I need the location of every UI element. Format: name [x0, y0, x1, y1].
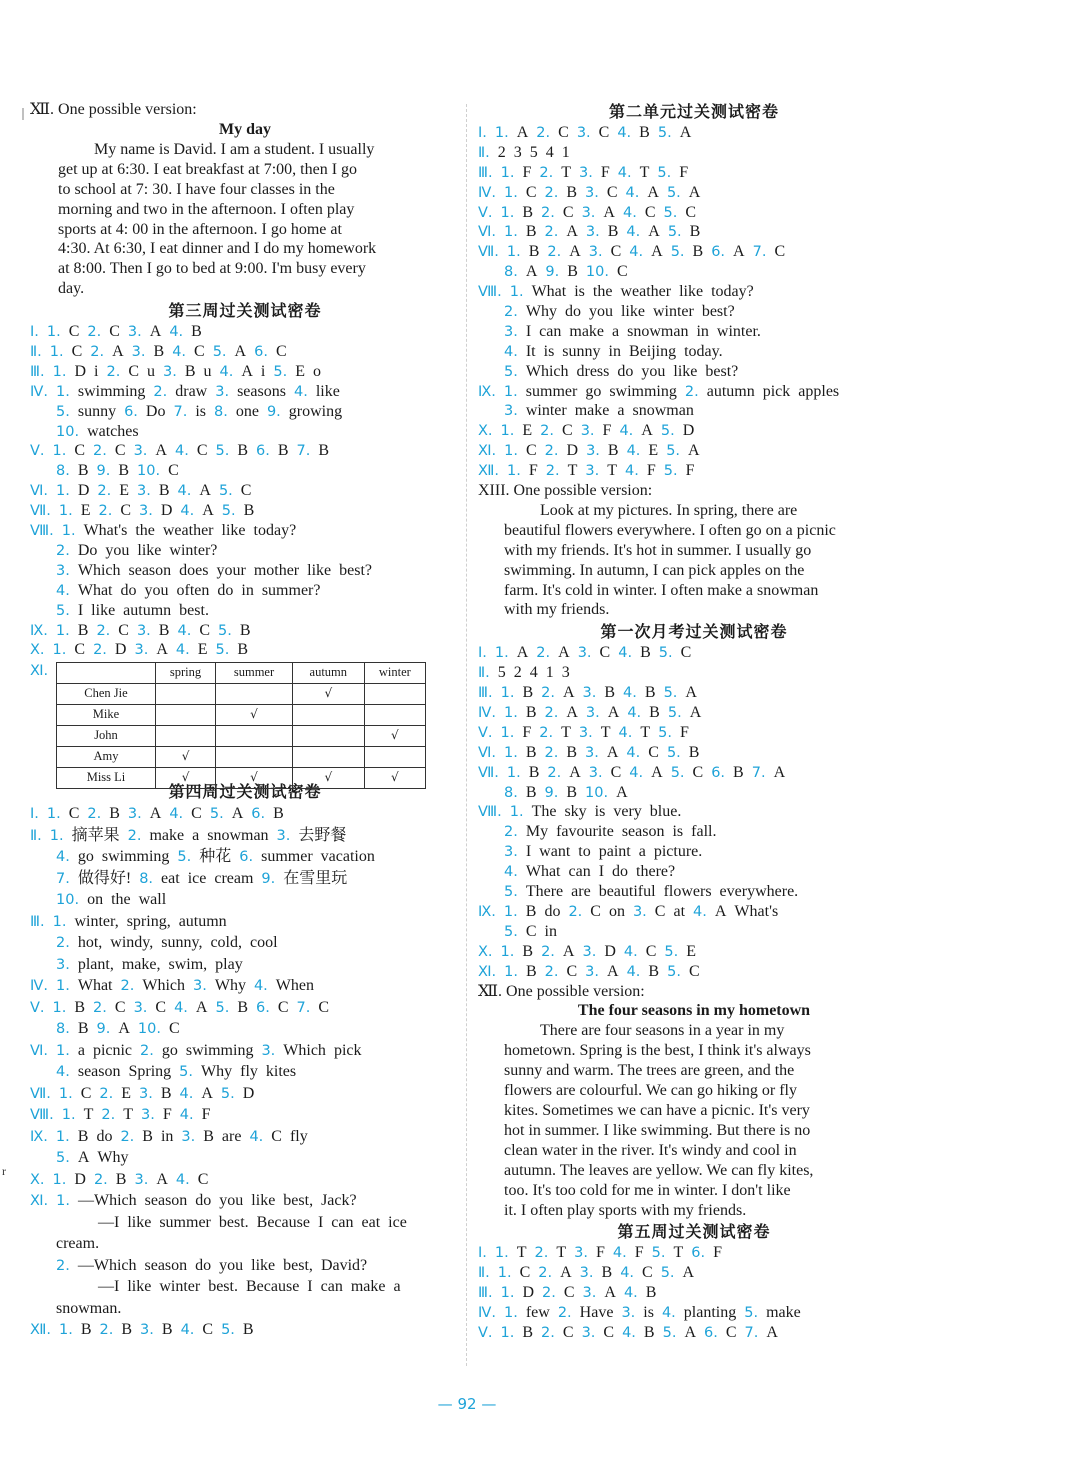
answer-line: [30, 932, 460, 954]
essay-line: swimming. In autumn, I can pick apples on the: [504, 561, 805, 579]
answer-line: [478, 643, 910, 663]
table-cell: [156, 726, 216, 747]
answer-text: Ⅰ. 1. C 2. B 3. A 4. C 5. A 6. B: [30, 805, 284, 823]
answer-line: [30, 382, 460, 402]
essay-line: it. I often play sports with my friends.: [504, 1201, 747, 1219]
essay-line: Look at my pictures. In spring, there are: [540, 501, 798, 519]
answer-text: Ⅷ. 1. The sky is very blue.: [478, 803, 682, 821]
answer-line: [478, 683, 910, 703]
table-header: [57, 663, 156, 684]
answer-text: Ⅶ. 1. C 2. E 3. B 4. A 5. D: [30, 1084, 255, 1102]
essay-line: clean water in the river. It's windy and cool in: [504, 1141, 797, 1159]
answer-text: Ⅶ. 1. E 2. C 3. D 4. A 5. B: [30, 502, 255, 520]
answer-line: [30, 481, 460, 501]
answer-text: Ⅲ. 1. D i 2. C u 3. B u 4. A i 5. E o: [30, 362, 321, 380]
answer-text: Ⅳ. 1. few 2. Have 3. is 4. planting 5. make: [478, 1304, 801, 1322]
answer-text: Ⅻ. 1. F 2. T 3. T 4. F 5. F: [478, 462, 695, 480]
answer-line: [478, 262, 910, 282]
answer-line: [30, 889, 460, 911]
answer-line: [30, 441, 460, 461]
answer-text: snowman.: [56, 1299, 122, 1317]
answer-text: —I like summer best. Because I can eat ice: [98, 1213, 407, 1231]
answer-text: Ⅹ. 1. B 2. A 3. D 4. C 5. E: [478, 942, 697, 960]
section-heading-month1: 第一次月考过关测试密卷: [600, 622, 788, 642]
essay-label: XIII. One possible version:: [478, 482, 653, 500]
answer-text: Ⅹ. 1. D 2. B 3. A 4. C: [30, 1170, 209, 1188]
answer-text: Ⅶ. 1. B 2. A 3. C 4. A 5. C 6. B 7. A: [478, 763, 786, 781]
answer-text: Ⅱ. 1. C 2. A 3. B 4. C 5. A 6. C: [30, 343, 287, 361]
answer-line: [30, 1018, 460, 1040]
answer-text: Ⅱ. 1. C 2. A 3. B 4. C 5. A: [478, 1264, 695, 1282]
table-cell: √: [156, 767, 216, 788]
answer-text: Ⅰ. 1. A 2. A 3. C 4. B 5. C: [478, 644, 692, 662]
answer-line: [30, 342, 460, 362]
essay-body: [478, 1021, 909, 1220]
answer-text: Ⅰ. 1. C 2. C 3. A 4. B: [30, 323, 202, 341]
answer-text: Ⅲ. 1. winter, spring, autumn: [30, 912, 227, 930]
page-number-value: 92: [457, 1395, 477, 1413]
table-cell: Miss Li: [57, 767, 156, 788]
table-row: [57, 705, 426, 726]
table-row: [57, 726, 426, 747]
table-cell: [292, 746, 364, 767]
answer-line: [30, 1169, 460, 1191]
answer-line: [30, 1104, 460, 1126]
answer-text: Ⅱ. 1. 摘苹果 2. make a snowman 3. 去野餐: [30, 826, 347, 844]
margin-mark: [22, 108, 24, 120]
answer-line: [478, 123, 910, 143]
table-cell: [216, 684, 293, 705]
answer-text: 4. What do you often do in summer?: [56, 581, 321, 599]
essay-line: sports at 4: 00 in the afternoon. I go home at: [58, 220, 342, 238]
answer-text: Ⅹ. 1. C 2. D 3. A 4. E 5. B: [30, 641, 249, 659]
answer-text: —I like winter best. Because I can make a: [98, 1278, 401, 1296]
answer-line: [30, 461, 460, 481]
answer-text: Ⅶ. 1. B 2. A 3. C 4. A 5. B 6. A 7. C: [478, 243, 786, 261]
essay-line: day.: [58, 280, 85, 298]
answer-text: Ⅺ. 1. C 2. D 3. B 4. E 5. A: [478, 442, 700, 460]
answer-line: [478, 783, 910, 803]
essay-line: autumn. The leaves are yellow. We can fly kites,: [504, 1161, 814, 1179]
answer-text: 3. I can make a snowman in winter.: [504, 322, 761, 340]
answer-line: [30, 322, 460, 342]
answer-line: [478, 203, 910, 223]
table-cell: [292, 705, 364, 726]
answer-line: [478, 143, 910, 163]
answer-line: [30, 911, 460, 933]
essay-line: 4:30. At 6:30, I eat dinner and I do my homework: [58, 240, 377, 258]
answer-text: Ⅴ. 1. F 2. T 3. T 4. T 5. F: [478, 723, 689, 741]
table-cell: √: [156, 746, 216, 767]
essay-body: [30, 140, 460, 299]
answer-text: 3. plant, make, swim, play: [56, 955, 243, 973]
answer-text: Ⅸ. 1. B do 2. B in 3. B are 4. C fly: [30, 1127, 308, 1145]
answer-text: 8. B 9. B 10. C: [56, 462, 179, 480]
answer-line: [30, 521, 460, 541]
answer-text: Ⅳ. 1. swimming 2. draw 3. seasons 4. like: [30, 382, 340, 400]
answer-text: Ⅳ. 1. C 2. B 3. C 4. A 5. A: [478, 183, 701, 201]
essay-body: [478, 501, 909, 620]
column-divider: [466, 104, 467, 1366]
answer-line: [30, 825, 460, 847]
answer-line: [478, 802, 910, 822]
answer-line: [30, 1040, 460, 1062]
answer-text: 8. B 9. A 10. C: [56, 1020, 180, 1038]
answer-line: [30, 362, 460, 382]
answer-line: [478, 1263, 910, 1283]
table-header: winter: [364, 663, 425, 684]
essay-title: My day: [219, 120, 271, 138]
table-cell: Chen Jie: [57, 684, 156, 705]
answer-text: Ⅷ. 1. What is the weather like today?: [478, 283, 754, 301]
answer-line: [478, 1283, 910, 1303]
answer-line: [30, 1190, 460, 1212]
answer-text: 4. go swimming 5. 种花 6. summer vacation: [56, 848, 375, 866]
answer-text: Ⅺ. 1. —Which season do you like best, Jack?: [30, 1192, 357, 1210]
answer-line: [478, 441, 910, 461]
answer-text: cream.: [56, 1235, 100, 1253]
essay-line: There are four seasons in a year in my: [540, 1022, 785, 1040]
answer-text: 3. Which season does your mother like best?: [56, 561, 373, 579]
answer-line: [30, 640, 460, 660]
answer-line: [478, 862, 910, 882]
essay-line: My name is David. I am a student. I usually: [94, 140, 375, 158]
answer-text: Ⅹ. 1. E 2. C 3. F 4. A 5. D: [478, 422, 695, 440]
essay-line: hot in summer. I like swimming. But there is no: [504, 1121, 811, 1139]
answer-line: [30, 954, 460, 976]
answer-text: Ⅲ. 1. F 2. T 3. F 4. T 5. F: [478, 163, 689, 181]
table-cell: [364, 705, 425, 726]
answer-text: 4. What can I do there?: [504, 863, 676, 881]
answer-line: [478, 962, 910, 982]
answer-text: Ⅵ. 1. a picnic 2. go swimming 3. Which pick: [30, 1041, 362, 1059]
answer-line: [478, 242, 910, 262]
answer-line: [478, 942, 910, 962]
edge-mark: r: [2, 1164, 6, 1178]
month1-answers: [478, 643, 910, 981]
table-cell: [364, 746, 425, 767]
answer-line: [478, 282, 910, 302]
answer-line: [478, 1243, 910, 1263]
table-cell: John: [57, 726, 156, 747]
answer-text: 3. winter make a snowman: [504, 402, 694, 420]
table-cell: √: [292, 684, 364, 705]
answer-text: 8. B 9. B 10. A: [504, 783, 628, 801]
essay-line: hometown. Spring is the best, I think it's always: [504, 1042, 811, 1060]
answer-text: 2. Why do you like winter best?: [504, 303, 735, 321]
answer-text: Ⅴ. 1. C 2. C 3. A 4. C 5. B 6. B 7. B: [30, 442, 330, 460]
table-row: [57, 767, 426, 788]
answer-line: [478, 922, 910, 942]
answer-text: 4. It is sunny in Beijing today.: [504, 342, 723, 360]
section-heading-week4: 第四周过关测试密卷: [168, 782, 322, 802]
answer-text: Ⅰ. 1. A 2. C 3. C 4. B 5. A: [478, 124, 692, 141]
season-table: [56, 662, 426, 788]
essay-line: at 8:00. Then I go to bed at 9:00. I'm busy every: [58, 260, 366, 278]
table-cell: √: [216, 705, 293, 726]
table-cell: √: [364, 726, 425, 747]
table-header: autumn: [292, 663, 364, 684]
answer-text: Ⅷ. 1. What's the weather like today?: [30, 522, 297, 540]
table-header: summer: [216, 663, 293, 684]
answer-line: [478, 183, 910, 203]
table-cell: [292, 726, 364, 747]
essay-label: Ⅻ. One possible version:: [478, 982, 645, 1000]
left-column: [30, 100, 460, 1341]
table-cell: [156, 684, 216, 705]
essay-line: beautiful flowers everywhere. I often go on a picnic: [504, 521, 836, 539]
answer-line: [478, 382, 910, 402]
answer-text: 10. on the wall: [56, 891, 167, 909]
answer-line: [478, 703, 910, 723]
essay-line: too. It's too cold for me in winter. I don't like: [504, 1181, 791, 1199]
essay-line: with my friends. It's hot in summer. I usually go: [504, 541, 812, 559]
answer-line: [478, 401, 910, 421]
essay-line: morning and two in the afternoon. I often play: [58, 200, 355, 218]
answer-line: [30, 1083, 460, 1105]
answer-line: [30, 1126, 460, 1148]
answer-text: Ⅱ. 5 2 4 1 3: [478, 664, 570, 682]
answer-line: [30, 601, 460, 621]
answer-line: [478, 1323, 910, 1343]
answer-line: [30, 975, 460, 997]
right-column: [478, 100, 910, 1343]
answer-text: Ⅸ. 1. B do 2. C on 3. C at 4. A What's: [478, 902, 779, 920]
answer-text: 5. A Why: [56, 1149, 129, 1167]
answer-text: Ⅸ. 1. B 2. C 3. B 4. C 5. B: [30, 621, 251, 639]
week3-answers: [30, 322, 460, 660]
answer-line: [478, 222, 910, 242]
answer-text: 7. 做得好! 8. eat ice cream 9. 在雪里玩: [56, 869, 348, 887]
answer-line: [30, 561, 460, 581]
answer-line: [478, 461, 910, 481]
answer-line: [478, 723, 910, 743]
answer-line: [30, 997, 460, 1019]
answer-line: [478, 362, 910, 382]
answer-line: [30, 1319, 460, 1341]
table-cell: Amy: [57, 746, 156, 767]
essay-line: get up at 6:30. I eat breakfast at 7:00, then I go: [58, 160, 358, 178]
section-heading-unit2: 第二单元过关测试密卷: [608, 102, 779, 121]
answer-text: Ⅸ. 1. summer go swimming 2. autumn pick apples: [478, 382, 840, 400]
answer-text: 5. Which dress do you like best?: [504, 362, 739, 380]
answer-line: [478, 163, 910, 183]
answer-text: 8. A 9. B 10. C: [504, 263, 628, 281]
answer-line: [478, 1303, 910, 1323]
answer-text: 2. My favourite season is fall.: [504, 823, 717, 841]
answer-line: [478, 842, 910, 862]
answer-text: Ⅺ. 1. B 2. C 3. A 4. B 5. C: [478, 962, 700, 980]
answer-line: [478, 663, 910, 683]
answer-line: [478, 882, 910, 902]
answer-text: 2. Do you like winter?: [56, 541, 218, 559]
answer-line: [30, 1298, 460, 1320]
answer-text: 2. —Which season do you like best, David?: [56, 1256, 368, 1274]
answer-line: [30, 1233, 460, 1255]
answer-text: 5. C in: [504, 922, 557, 940]
answer-text: 4. season Spring 5. Why fly kites: [56, 1063, 297, 1081]
answer-text: Ⅲ. 1. B 2. A 3. B 4. B 5. A: [478, 684, 697, 702]
table-cell: √: [292, 767, 364, 788]
week5-answers: [478, 1243, 910, 1342]
answer-text: Ⅵ. 1. B 2. A 3. B 4. A 5. B: [478, 223, 701, 241]
answer-line: [30, 402, 460, 422]
answer-text: Ⅵ. 1. D 2. E 3. B 4. A 5. C: [30, 482, 252, 500]
table-cell: √: [364, 767, 425, 788]
answer-text: 5. I like autumn best.: [56, 601, 209, 619]
answer-text: Ⅻ. 1. B 2. B 3. B 4. C 5. B: [30, 1321, 254, 1339]
answer-line: [30, 1276, 460, 1298]
answer-text: Ⅰ. 1. T 2. T 3. F 4. F 5. T 6. F: [478, 1244, 723, 1262]
answer-text: Ⅳ. 1. B 2. A 3. A 4. B 5. A: [478, 704, 702, 722]
answer-line: [478, 902, 910, 922]
essay-label: Ⅻ. One possible version:: [30, 101, 197, 118]
answer-text: Ⅴ. 1. B 2. C 3. C 4. B 5. A 6. C 7. A: [478, 1324, 778, 1342]
answer-line: [30, 422, 460, 442]
essay-line: flowers are colourful. We can go hiking or fly: [504, 1082, 797, 1100]
answer-text: Ⅳ. 1. What 2. Which 3. Why 4. When: [30, 977, 314, 995]
unit2-answers: [478, 123, 910, 481]
answer-text: Ⅲ. 1. D 2. C 3. A 4. B: [478, 1284, 657, 1302]
essay-line: to school at 7: 30. I have four classes in the: [58, 180, 335, 198]
answer-text: Ⅱ. 2 3 5 4 1: [478, 143, 570, 161]
answer-text: Ⅴ. 1. B 2. C 3. A 4. C 5. C: [478, 203, 696, 221]
answer-text: Ⅷ. 1. T 2. T 3. F 4. F: [30, 1106, 211, 1124]
answer-line: [478, 822, 910, 842]
table-cell: √: [216, 767, 293, 788]
answer-line: [30, 1255, 460, 1277]
answer-text: 5. sunny 6. Do 7. is 8. one 9. growing: [56, 402, 343, 420]
essay-line: farm. It's cold in winter. I often make a snowman: [504, 581, 819, 599]
answer-text: 5. There are beautiful flowers everywhere.: [504, 883, 799, 901]
answer-line: [478, 421, 910, 441]
answer-line: [30, 846, 460, 868]
answer-text: 3. I want to paint a picture.: [504, 843, 703, 861]
table-cell: [364, 684, 425, 705]
table-header-row: [57, 663, 426, 684]
answer-line: [30, 541, 460, 561]
table-header: spring: [156, 663, 216, 684]
essay-line: sunny and warm. The trees are green, and the: [504, 1062, 795, 1080]
answer-line: [30, 868, 460, 890]
answer-line: [478, 763, 910, 783]
table-cell: [216, 726, 293, 747]
answer-line: [478, 322, 910, 342]
week4-answers: [30, 803, 460, 1341]
table-row: [57, 746, 426, 767]
table-cell: [156, 705, 216, 726]
section-heading-week5: 第五周过关测试密卷: [617, 1222, 771, 1242]
table-label: Ⅺ.: [30, 663, 49, 680]
answer-line: [478, 342, 910, 362]
essay-title: The four seasons in my hometown: [577, 1002, 811, 1020]
answer-line: [30, 803, 460, 825]
page-number: — 92 —: [437, 1395, 497, 1413]
answer-text: Ⅴ. 1. B 2. C 3. C 4. A 5. B 6. C 7. C: [30, 998, 330, 1016]
season-table-block: [30, 662, 460, 784]
answer-line: [478, 743, 910, 763]
answer-text: 2. hot, windy, sunny, cold, cool: [56, 934, 278, 952]
table-cell: [216, 746, 293, 767]
answer-line: [478, 302, 910, 322]
answer-text: Ⅵ. 1. B 2. B 3. A 4. C 5. B: [478, 743, 700, 761]
answer-line: [30, 1147, 460, 1169]
answer-text: 10. watches: [56, 422, 139, 440]
table-row: [57, 684, 426, 705]
answer-line: [30, 581, 460, 601]
section-heading-week3: 第三周过关测试密卷: [168, 301, 322, 321]
answer-line: [30, 1061, 460, 1083]
answer-line: [30, 621, 460, 641]
table-cell: Mike: [57, 705, 156, 726]
essay-line: with my friends.: [504, 601, 610, 619]
answer-line: [30, 501, 460, 521]
answer-line: [30, 1212, 460, 1234]
essay-line: kites. Sometimes we can have a picnic. It's very: [504, 1102, 810, 1120]
